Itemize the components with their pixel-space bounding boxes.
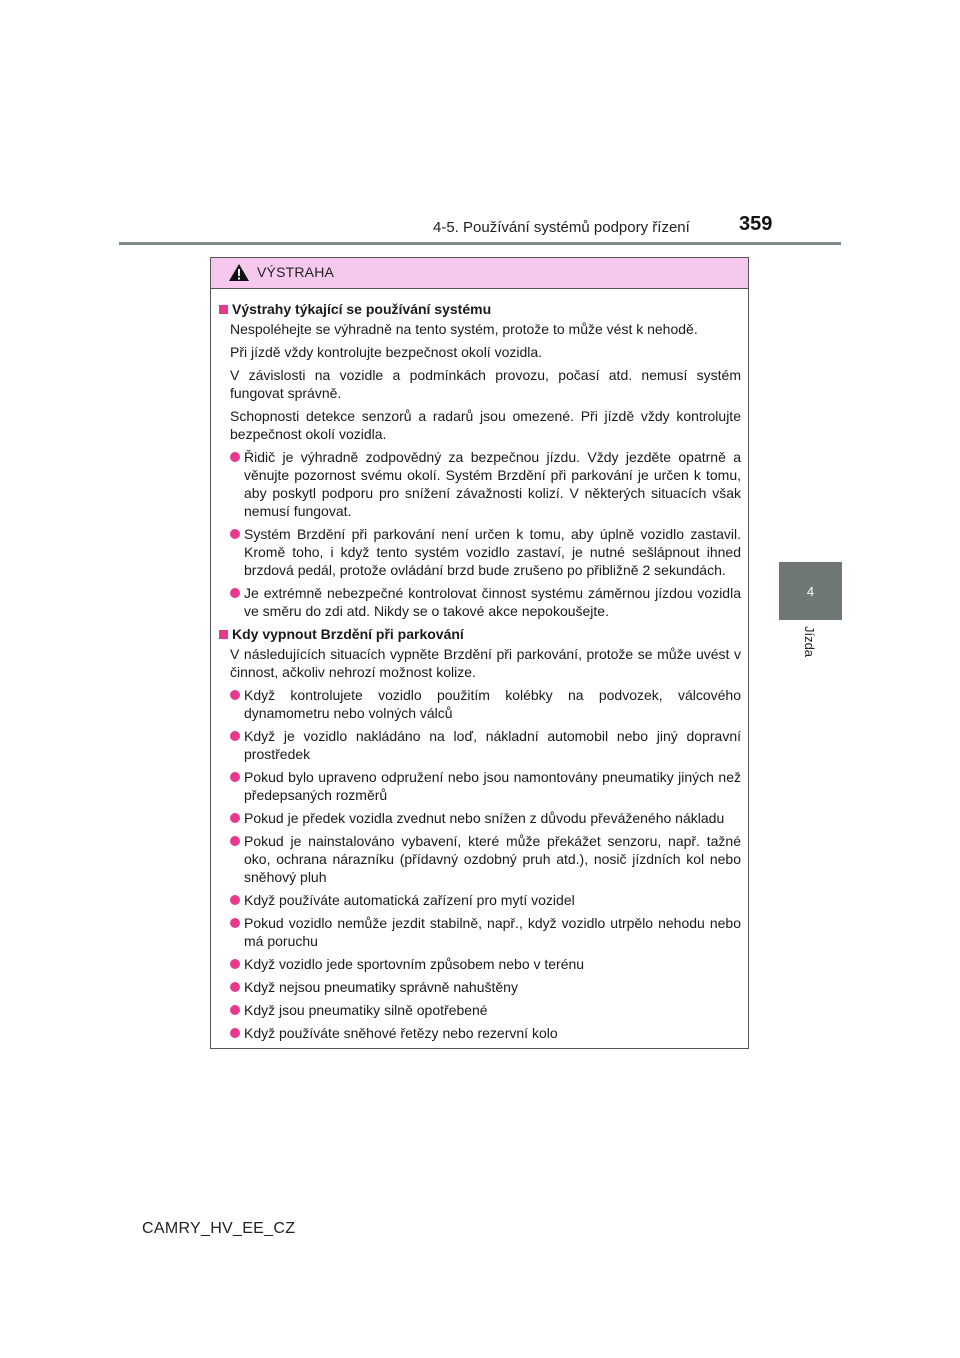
list-item-text: Když je vozidlo nakládáno na loď, nákladní automobil nebo jiný dopravní prostředek [244,728,741,762]
list-item-text: Když kontrolujete vozidlo použitím kolébky na podvozek, válcového dynamometru nebo volných válců [244,687,741,721]
bullet-dot-icon [230,836,240,846]
list-item [230,686,741,722]
bullet-dot-icon [230,588,240,598]
list-item-text: Pokud je předek vozidla zvednut nebo snížen z důvodu převáženého nákladu [244,810,725,826]
chapter-tab [779,562,842,620]
list-item-text: Když používáte automatická zařízení pro mytí vozidel [244,892,575,908]
bullet-dot-icon [230,1005,240,1015]
bullet-dot-icon [230,690,240,700]
list-item-text: Když nejsou pneumatiky správně nahuštěny [244,979,518,995]
square-bullet-icon [219,630,228,639]
list-item-text: Když používáte sněhové řetězy nebo rezervní kolo [244,1025,558,1041]
list-item-text: Je extrémně nebezpečné kontrolovat činnost systému záměrnou jízdou vozidla ve směru do zdi atd. Nikdy se o takové akce nepokoušejte. [244,585,741,619]
list-item-text: Pokud bylo upraveno odpružení nebo jsou namontovány pneumatiky jiných než předepsaných rozměrů [244,769,741,803]
warning-content [211,289,748,1042]
warning-triangle-icon [228,263,250,287]
bullet-dot-icon [230,772,240,782]
warning-header [211,258,748,289]
list-item-text: Když jsou pneumatiky silně opotřebené [244,1002,488,1018]
page-number: 359 [739,213,773,235]
list-item-text: Řidič je výhradně zodpovědný za bezpečnou jízdu. Vždy jezděte opatrně a věnujte pozornost svému okolí. Systém Brzdění při parkování je určen k tomu, aby poskytl podporu pro snížení závažnosti kolizí. V některých situacích však nemusí fungovat. [244,449,741,519]
list-item [230,584,741,620]
bullet-dot-icon [230,918,240,928]
bullet-dot-icon [230,529,240,539]
paragraph: Schopnosti detekce senzorů a radarů jsou omezené. Při jízdě vždy kontrolujte bezpečnost okolí vozidla. [230,408,741,442]
list-item [230,768,741,804]
section-heading-text: Výstrahy týkající se používání systému [232,301,492,317]
paragraph: V závislosti na vozidle a podmínkách provozu, počasí atd. nemusí systém fungovat správně. [230,367,741,401]
list-item-text: Pokud je nainstalováno vybavení, které může překážet senzoru, např. tažné oko, ochrana nárazníku (přídavný ozdobný pruh atd.), nosič jízdních kol nebo sněhový pluh [244,833,741,885]
bullet-dot-icon [230,959,240,969]
list-item [230,1024,741,1042]
list-item-text: Když vozidlo jede sportovním způsobem nebo v terénu [244,956,585,972]
list-item [230,448,741,520]
list-item [230,955,741,973]
bullet-dot-icon [230,452,240,462]
bullet-dot-icon [230,813,240,823]
chapter-tab-label [792,625,828,658]
header-divider [119,242,841,245]
warning-title: VÝSTRAHA [257,264,335,280]
bullet-dot-icon [230,982,240,992]
list-item [230,525,741,579]
list-item [230,914,741,950]
list-item [230,978,741,996]
header-section-title: 4-5. Používání systémů podpory řízení [433,219,690,236]
list-item [230,1001,741,1019]
list-item [230,809,741,827]
list-item [230,832,741,886]
section-heading [219,625,741,643]
section-heading-text: Kdy vypnout Brzdění při parkování [232,626,464,642]
bullet-dot-icon [230,731,240,741]
chapter-tab-label-text: Jízda [802,625,818,658]
warning-box [210,257,749,1049]
chapter-tab-number: 4 [806,584,815,599]
square-bullet-icon [219,305,228,314]
list-item [230,891,741,909]
section-heading [219,300,741,318]
paragraph: Při jízdě vždy kontrolujte bezpečnost okolí vozidla. [230,344,543,360]
list-item-text: Pokud vozidlo nemůže jezdit stabilně, např., když vozidlo utrpělo nehodu nebo má poruchu [244,915,741,949]
paragraph: V následujících situacích vypněte Brzdění při parkování, protože se může uvést v činnost, ačkoliv nehrozí možnost kolize. [230,646,741,680]
document-code: CAMRY_HV_EE_CZ [142,1220,296,1237]
paragraph: Nespoléhejte se výhradně na tento systém, protože to může vést k nehodě. [230,321,698,337]
bullet-dot-icon [230,895,240,905]
bullet-dot-icon [230,1028,240,1038]
list-item [230,727,741,763]
list-item-text: Systém Brzdění při parkování není určen k tomu, aby úplně vozidlo zastavil. Kromě toho, i když tento systém vozidlo zastaví, je nutné sešlápnout ihned brzdová pedál, protože ovládání brzd bude zrušeno po přibližně 2 sekundách. [244,526,741,578]
